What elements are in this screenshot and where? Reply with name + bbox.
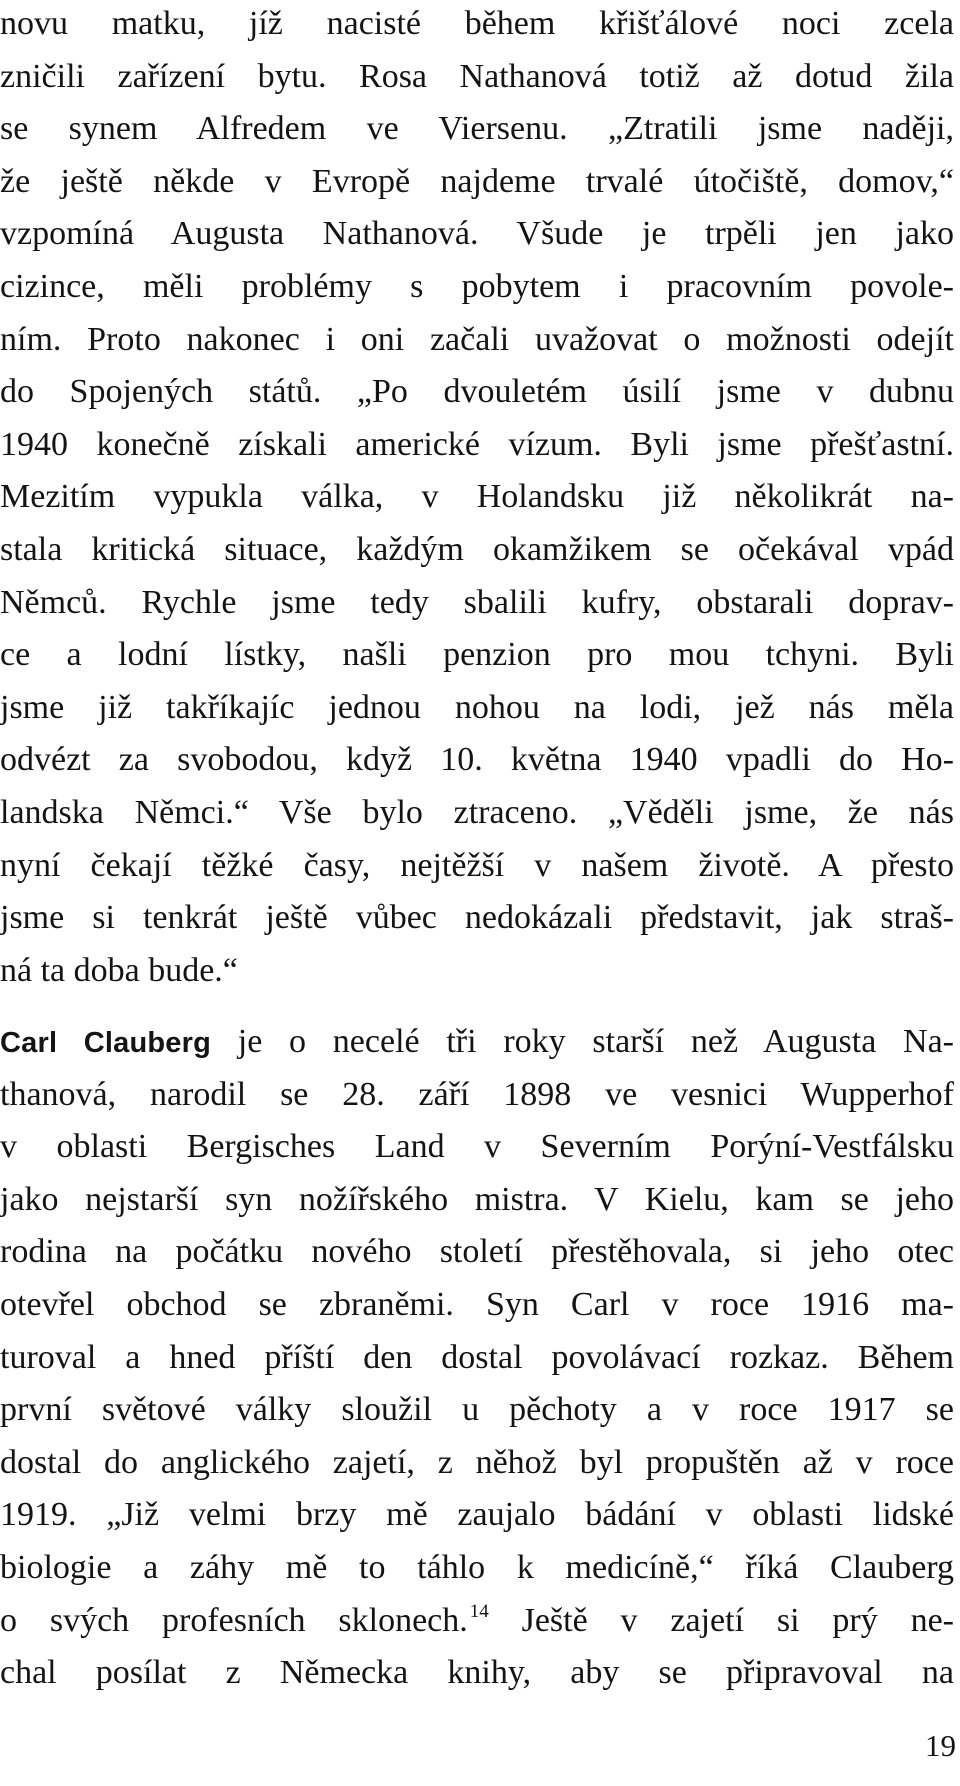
- text-line: první světové války sloužil u pěchoty a v roce 1917 se: [0, 1391, 954, 1429]
- text-line: se synem Alfredem ve Viersenu. „Ztratili jsme naději,: [0, 110, 954, 148]
- text-line: biologie a záhy mě to táhlo k medicíně,“ říká Clauberg: [0, 1548, 954, 1586]
- text-line: v oblasti Bergisches Land v Severním Porýní-Vestfálsku: [0, 1128, 954, 1166]
- text-line: cizince, měli problémy s pobytem i pracovním povole-: [0, 267, 954, 305]
- text-line: do Spojených států. „Po dvouletém úsilí jsme v dubnu: [0, 373, 954, 411]
- text-line: rodina na počátku nového století přestěhovala, si jeho otec: [0, 1233, 954, 1271]
- text-line: vzpomíná Augusta Nathanová. Všude je trpěli jen jako: [0, 215, 954, 253]
- text-line: Němců. Rychle jsme tedy sbalili kufry, obstarali doprav-: [0, 583, 954, 621]
- text-line: ním. Proto nakonec i oni začali uvažovat o možnosti odejít: [0, 320, 954, 358]
- text-line: jsme si tenkrát ještě vůbec nedokázali představit, jak straš-: [0, 899, 954, 937]
- text-line: jako nejstarší syn nožířského mistra. V Kielu, kam se jeho: [0, 1180, 954, 1218]
- text-line: Mezitím vypukla válka, v Holandsku již několikrát na-: [0, 478, 954, 516]
- text-line: že ještě někde v Evropě najdeme trvalé útočiště, domov,“: [0, 162, 954, 200]
- text-line: nyní čekají těžké časy, nejtěžší v našem životě. A přesto: [0, 846, 954, 884]
- text-line: [0, 1016, 954, 1069]
- footnote-reference[interactable]: 14: [469, 1600, 489, 1622]
- text-line: chal posílat z Německa knihy, aby se připravoval na: [0, 1654, 954, 1692]
- text-fragment: o svých profesních sklonech.: [0, 1601, 468, 1639]
- page-number: 19: [925, 1728, 956, 1763]
- text-fragment: Ještě v zajetí si prý ne-: [488, 1601, 954, 1639]
- person-name-heading: Carl Clauberg: [0, 1027, 212, 1059]
- text-line: ná ta doba bude.“: [0, 951, 238, 989]
- text-line: 1940 konečně získali americké vízum. Byli jsme přešťastní.: [0, 425, 954, 463]
- text-line: odvézt za svobodou, když 10. května 1940 vpadli do Ho-: [0, 741, 954, 779]
- text-line: ce a lodní lístky, našli penzion pro mou tchyni. Byli: [0, 636, 954, 674]
- text-line: novu matku, jíž nacisté během křišťálové noci zcela: [0, 5, 954, 42]
- text-line: [0, 1595, 954, 1648]
- text-fragment: je o necelé tři roky starší než Augusta Na-: [211, 1023, 954, 1060]
- text-line: landska Němci.“ Vše bylo ztraceno. „Věděli jsme, že nás: [0, 793, 954, 831]
- text-line: turoval a hned příští den dostal povolávací rozkaz. Během: [0, 1338, 954, 1376]
- text-line: otevřel obchod se zbraněmi. Syn Carl v roce 1916 ma-: [0, 1285, 954, 1323]
- text-line: stala kritická situace, každým okamžikem se očekával vpád: [0, 530, 954, 568]
- paragraph-carl-clauberg: [0, 1016, 954, 1700]
- text-line: 1919. „Již velmi brzy mě zaujalo bádání v oblasti lidské: [0, 1496, 954, 1534]
- text-line: jsme již takříkajíc jednou nohou na lodi, jež nás měla: [0, 688, 954, 726]
- text-line: zničili zařízení bytu. Rosa Nathanová totiž až dotud žila: [0, 57, 954, 95]
- text-line: thanová, narodil se 28. září 1898 ve vesnici Wupperhof: [0, 1075, 954, 1113]
- text-line: dostal do anglického zajetí, z něhož byl propuštěn až v roce: [0, 1443, 954, 1481]
